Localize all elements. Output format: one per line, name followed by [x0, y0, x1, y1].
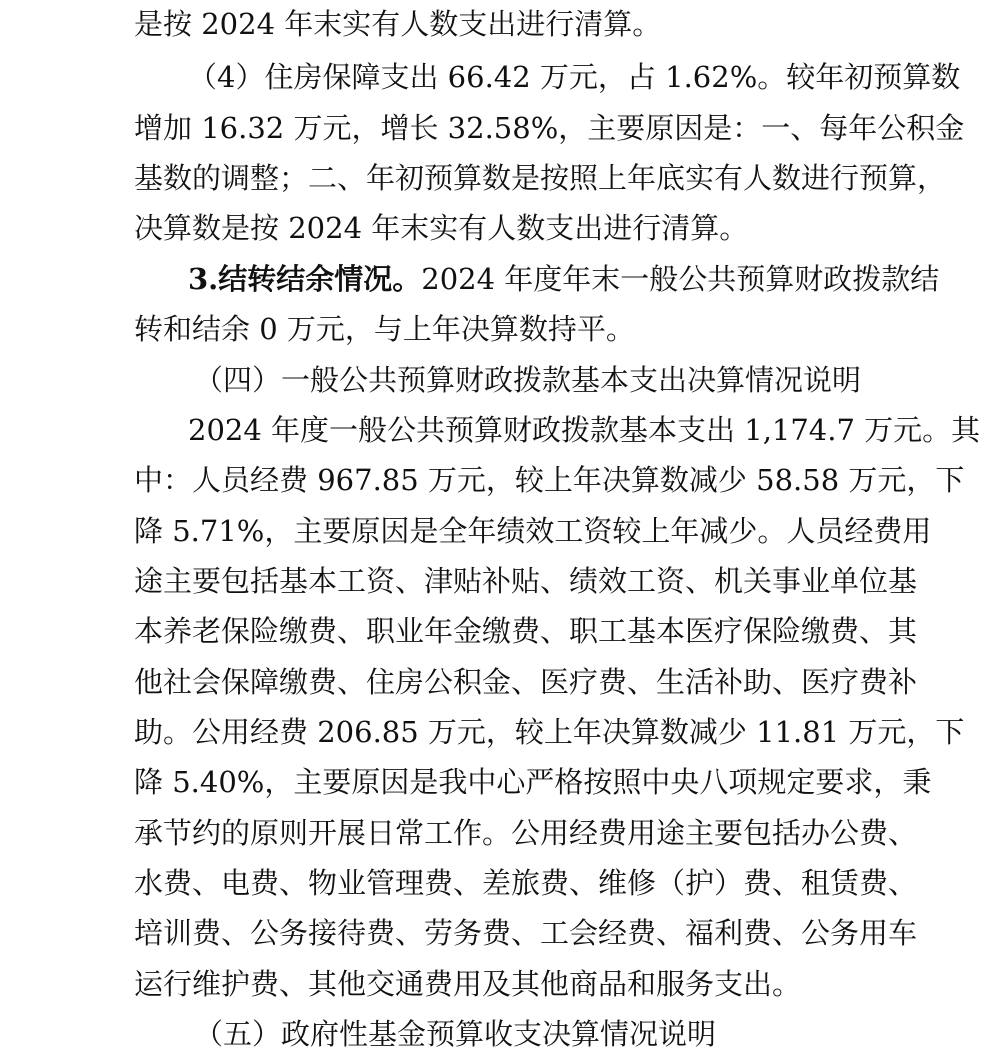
paragraph-line: 转和结余 0 万元，与上年决算数持平。 — [134, 312, 635, 346]
section-lead-bold: 3.结转结余情况。 — [188, 262, 422, 296]
paragraph-line — [188, 262, 940, 296]
paragraph-line: 降 5.71%，主要原因是全年绩效工资较上年减少。人员经费用 — [134, 514, 932, 548]
paragraph-line: 他社会保障缴费、住房公积金、医疗费、生活补助、医疗费补 — [134, 665, 918, 699]
paragraph-line: 运行维护费、其他交通费用及其他商品和服务支出。 — [134, 967, 802, 1001]
paragraph-line: 增加 16.32 万元，增长 32.58%，主要原因是：一、每年公积金 — [134, 111, 965, 145]
paragraph-line: 基数的调整；二、年初预算数是按照上年底实有人数进行预算， — [134, 161, 947, 195]
paragraph-line: （4）住房保障支出 66.42 万元，占 1.62%。较年初预算数 — [188, 60, 961, 94]
paragraph-line: 本养老保险缴费、职业年金缴费、职工基本医疗保险缴费、其 — [134, 614, 918, 648]
paragraph-line: 培训费、公务接待费、劳务费、工会经费、福利费、公务用车 — [134, 916, 918, 950]
section-heading-5: （五）政府性基金预算收支决算情况说明 — [194, 1017, 717, 1051]
paragraph-line: 中：人员经费 967.85 万元，较上年决算数减少 58.58 万元，下 — [134, 463, 965, 497]
paragraph-text: 2024 年度年末一般公共预算财政拨款结 — [421, 262, 940, 296]
section-heading-4: （四）一般公共预算财政拨款基本支出决算情况说明 — [194, 363, 862, 397]
paragraph-line: 途主要包括基本工资、津贴补贴、绩效工资、机关事业单位基 — [134, 564, 918, 598]
paragraph-line: 降 5.40%，主要原因是我中心严格按照中央八项规定要求，秉 — [134, 765, 932, 799]
paragraph-line: 助。公用经费 206.85 万元，较上年决算数减少 11.81 万元，下 — [134, 715, 965, 749]
paragraph-line: 水费、电费、物业管理费、差旅费、维修（护）费、租赁费、 — [134, 866, 918, 900]
paragraph-line: 2024 年度一般公共预算财政拨款基本支出 1,174.7 万元。其 — [188, 413, 981, 447]
paragraph-line: 承节约的原则开展日常工作。公用经费用途主要包括办公费、 — [134, 816, 918, 850]
paragraph-line: 决算数是按 2024 年末实有人数支出进行清算。 — [134, 211, 749, 245]
paragraph-line: 是按 2024 年末实有人数支出进行清算。 — [134, 7, 662, 41]
